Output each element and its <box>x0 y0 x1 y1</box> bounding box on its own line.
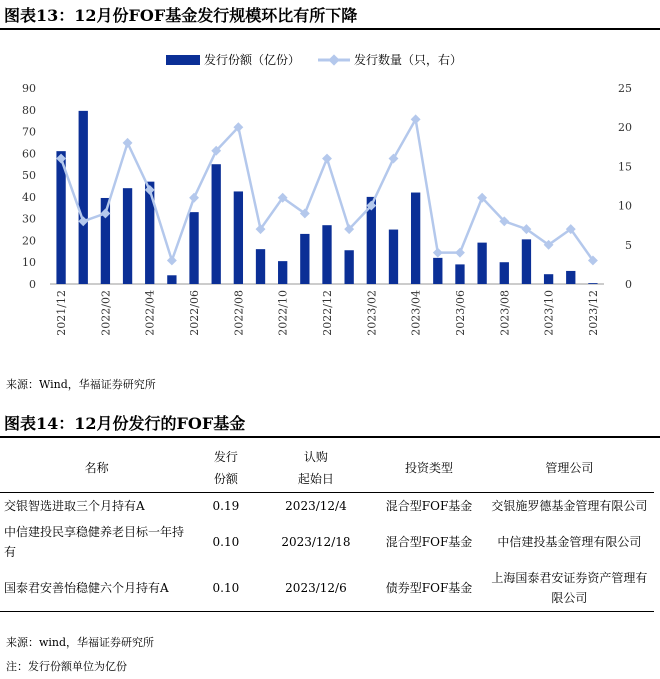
y-left-tick-label: 90 <box>22 82 36 95</box>
bar <box>256 249 265 284</box>
x-tick-labels <box>55 290 600 336</box>
line-point <box>389 154 399 164</box>
header-text-line: 名称 <box>84 461 109 475</box>
header-text-line: 投资类型 <box>405 461 454 475</box>
y-left-tick-label: 10 <box>22 256 36 270</box>
x-tick-label: 2022/10 <box>276 290 290 336</box>
x-tick-label: 2023/08 <box>498 290 512 336</box>
date-cell: 2023/12/18 <box>281 535 351 549</box>
bar <box>500 262 509 284</box>
fund-table <box>0 444 654 612</box>
table-row <box>0 519 654 565</box>
y-left-tick-label: 40 <box>22 190 36 204</box>
x-tick-label: 2022/08 <box>232 290 246 336</box>
table-header-row <box>0 444 654 493</box>
share-cell: 0.10 <box>212 535 240 549</box>
x-tick-label: 2022/06 <box>188 290 202 336</box>
bar <box>167 275 176 284</box>
line-point <box>167 256 177 266</box>
x-tick-label: 2023/12 <box>586 290 600 336</box>
bar <box>79 111 88 284</box>
x-tick-label: 2023/06 <box>453 290 467 336</box>
table-header-cell <box>193 444 258 493</box>
x-tick-label: 2022/12 <box>321 290 334 336</box>
type-cell: 混合型FOF基金 <box>385 499 473 513</box>
type-cell: 混合型FOF基金 <box>385 535 473 549</box>
line-point <box>123 138 133 148</box>
header-text-line: 认购 <box>303 450 328 464</box>
bar-line-chart <box>0 36 660 376</box>
bar <box>345 250 354 284</box>
chart-title: 图表13：12月份FOF基金发行规模环比有所下降 <box>0 6 660 30</box>
chart-legend <box>166 52 462 67</box>
table-note: 注：发行份额单位为亿份 <box>6 660 127 673</box>
line-point <box>433 248 443 258</box>
chart-source: 来源：Wind，华福证券研究所 <box>6 378 156 391</box>
bar <box>278 261 287 284</box>
bar <box>588 283 597 284</box>
header-text-line: 管理公司 <box>545 461 594 475</box>
line-point <box>411 114 421 124</box>
y-left-tick-label: 0 <box>29 278 36 291</box>
bar <box>477 243 486 284</box>
x-tick-label: 2023/02 <box>365 290 379 336</box>
header-text-line: 发行 <box>213 450 238 464</box>
table-source: 来源：wind，华福证券研究所 <box>6 636 155 649</box>
line-point <box>455 248 465 258</box>
fund-name-cell: 中信建投民享稳健养老目标一年持有 <box>4 525 185 559</box>
x-tick-label: 2023/04 <box>409 290 423 336</box>
table-header-cell <box>0 444 193 493</box>
y-left-tick-label: 70 <box>22 125 36 139</box>
bar <box>300 234 309 284</box>
share-cell: 0.19 <box>212 499 240 513</box>
y-left-tick-label: 80 <box>22 103 36 117</box>
bar <box>411 193 420 284</box>
y-right-tick-label: 15 <box>618 160 632 174</box>
header-text-line: 起始日 <box>297 472 334 486</box>
table-header-cell <box>373 444 484 493</box>
line-point <box>189 193 199 203</box>
y-right-tick-label: 25 <box>618 82 632 95</box>
fund-name-cell: 交银智选进取三个月持有A <box>4 499 145 513</box>
legend-line-label: 发行数量（只，右） <box>354 53 463 67</box>
line-point <box>322 154 332 164</box>
table-title: 图表14：12月份发行的FOF基金 <box>0 414 660 438</box>
bar <box>389 230 398 284</box>
bar <box>212 164 221 284</box>
x-tick-label: 2022/04 <box>143 290 157 336</box>
company-cell: 交银施罗德基金管理有限公司 <box>491 499 648 513</box>
legend-bar-swatch <box>166 55 200 65</box>
y-left-tick-label: 60 <box>22 147 36 161</box>
bar <box>544 274 553 284</box>
y-right-tick-label: 0 <box>625 278 632 291</box>
table-row <box>0 493 654 520</box>
bar <box>123 188 132 284</box>
y-left-tick-labels <box>22 82 36 291</box>
legend-line-marker <box>328 54 339 65</box>
company-cell: 上海国泰君安证券资产管理有限公司 <box>485 565 654 612</box>
y-right-tick-label: 10 <box>618 199 632 213</box>
bar-series <box>56 111 597 284</box>
table-header-cell <box>259 444 374 493</box>
company-cell: 中信建投基金管理有限公司 <box>497 535 642 549</box>
y-left-tick-label: 30 <box>22 212 36 226</box>
bar <box>455 264 464 284</box>
header-text-line: 份额 <box>213 472 238 486</box>
bar <box>322 225 331 284</box>
y-left-tick-label: 50 <box>22 169 36 183</box>
fund-name-cell: 国泰君安善怡稳健六个月持有A <box>0 565 193 612</box>
y-right-tick-label: 5 <box>625 238 632 252</box>
y-left-tick-label: 20 <box>22 234 36 248</box>
x-tick-label: 2021/12 <box>55 290 69 336</box>
x-tick-label: 2023/10 <box>542 290 556 336</box>
table-body <box>0 493 654 612</box>
y-right-tick-label: 20 <box>618 121 632 135</box>
date-cell: 2023/12/4 <box>285 499 347 513</box>
bar <box>566 271 575 284</box>
bar <box>234 191 243 284</box>
table-row <box>0 565 654 612</box>
y-right-tick-labels <box>618 82 632 291</box>
date-cell: 2023/12/6 <box>259 565 374 612</box>
share-cell: 0.10 <box>193 565 258 612</box>
legend-bar-label: 发行份额（亿份） <box>204 53 301 67</box>
x-tick-label: 2022/02 <box>99 290 113 336</box>
bar <box>522 239 531 284</box>
table-header-cell <box>485 444 654 493</box>
bar <box>189 212 198 284</box>
bar <box>433 258 442 284</box>
type-cell: 债券型FOF基金 <box>373 565 484 612</box>
